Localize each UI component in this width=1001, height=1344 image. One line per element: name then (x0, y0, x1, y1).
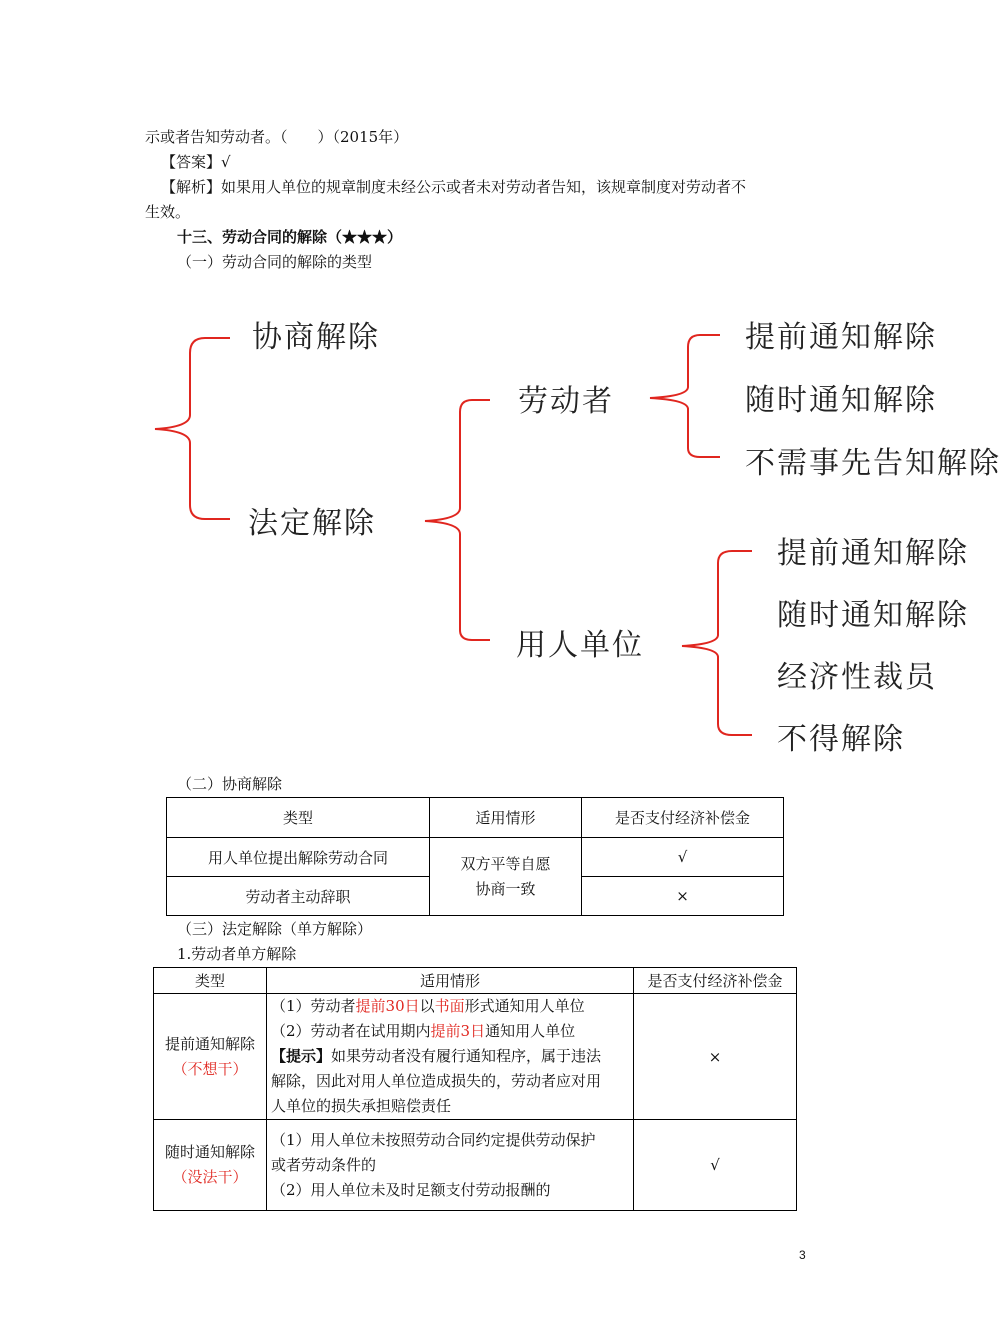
situation-line: 或者劳动条件的 (271, 1155, 377, 1174)
termination-types-diagram (0, 290, 1001, 760)
situation-cell (430, 838, 582, 916)
worker-item: 提前通知解除 (745, 320, 937, 355)
node-negotiate: 协商解除 (252, 320, 380, 355)
root-brace (155, 338, 230, 519)
col-header: 类型 (167, 798, 430, 838)
answer-line: 【答案】√ (161, 153, 231, 171)
type-note: （没法干） (172, 1168, 248, 1186)
analysis-line-1: 【解析】如果用人单位的规章制度未经公示或者未对劳动者告知，该规章制度对劳动者不 (161, 178, 747, 196)
pay-cell: √ (634, 1120, 797, 1211)
analysis-line-2: 生效。 (145, 203, 191, 221)
type-label: 提前通知解除 (164, 1034, 255, 1053)
situation-line: 协商一致 (475, 879, 536, 898)
legal-brace (425, 400, 490, 640)
highlight-text: 提前3日 (430, 1022, 486, 1040)
worker-item: 随时通知解除 (745, 383, 937, 418)
highlight-text: 提前30日 (355, 997, 420, 1015)
node-legal: 法定解除 (248, 506, 376, 541)
question-tail: 示或者告知劳动者。（ ）（2015年） (145, 128, 409, 146)
worker-item: 不需事先告知解除 (745, 446, 1001, 481)
col-header: 类型 (154, 968, 267, 994)
text: 通知用人单位 (485, 1022, 576, 1040)
employer-item: 提前通知解除 (777, 536, 969, 571)
situation-line: （1）用人单位未按照劳动合同约定提供劳动保护 (271, 1130, 596, 1149)
text: （2）劳动者在试用期内 (271, 1022, 431, 1040)
table-row (154, 994, 797, 1120)
table-header-row (154, 968, 797, 994)
worker-brace (650, 335, 720, 457)
type-cell: 用人单位提出解除劳动合同 (167, 838, 430, 877)
node-worker: 劳动者 (518, 384, 614, 419)
situation-cell (267, 994, 634, 1120)
employer-brace (682, 551, 752, 735)
text: （1）劳动者 (271, 997, 356, 1015)
situation-line (271, 1044, 629, 1069)
situation-line: （2）用人单位未及时足额支付劳动报酬的 (271, 1180, 551, 1199)
type-cell (154, 1120, 267, 1211)
brace-strokes (155, 335, 752, 735)
col-header: 是否支付经济补偿金 (582, 798, 784, 838)
pay-cell: × (634, 994, 797, 1120)
negotiate-table (166, 797, 784, 916)
subsection-1-title: （一）劳动合同的解除的类型 (177, 253, 373, 271)
situation-line (271, 994, 629, 1019)
type-cell (154, 994, 267, 1120)
employer-item: 随时通知解除 (777, 598, 969, 633)
table-header-row (167, 798, 784, 838)
section-title: 十三、劳动合同的解除（★★★） (177, 228, 403, 246)
page-number: 3 (799, 1248, 806, 1262)
type-cell: 劳动者主动辞职 (167, 877, 430, 916)
worker-termination-table (153, 967, 797, 1211)
situation-line (271, 1019, 629, 1044)
pay-cell: √ (582, 838, 784, 877)
employer-item: 不得解除 (777, 722, 905, 757)
situation-line: 人单位的损失承担赔偿责任 (271, 1097, 452, 1115)
highlight-text: 书面 (434, 997, 465, 1015)
situation-line: 解除，因此对用人单位造成损失的，劳动者应对用 (271, 1072, 602, 1090)
table-row (154, 1120, 797, 1211)
text: 形式通知用人单位 (464, 997, 585, 1015)
type-note: （不想干） (172, 1059, 248, 1078)
subsection-2-title: （二）协商解除 (177, 775, 283, 793)
employer-item: 经济性裁员 (777, 660, 937, 695)
node-employer: 用人单位 (516, 628, 644, 663)
col-header: 适用情形 (267, 968, 634, 994)
subsection-3-title: （三）法定解除（单方解除） (177, 920, 373, 938)
situation-cell (267, 1120, 634, 1211)
col-header: 是否支付经济补偿金 (634, 968, 797, 994)
text: 如果劳动者没有履行通知程序，属于违法 (331, 1047, 602, 1065)
subsection-3-1-title: 1.劳动者单方解除 (177, 945, 297, 963)
tip-label: 【提示】 (271, 1047, 332, 1065)
table-row (167, 838, 784, 877)
col-header: 适用情形 (430, 798, 582, 838)
situation-line: 双方平等自愿 (460, 854, 551, 873)
text: 以 (419, 997, 435, 1015)
type-label: 随时通知解除 (164, 1143, 255, 1161)
pay-cell: × (582, 877, 784, 916)
